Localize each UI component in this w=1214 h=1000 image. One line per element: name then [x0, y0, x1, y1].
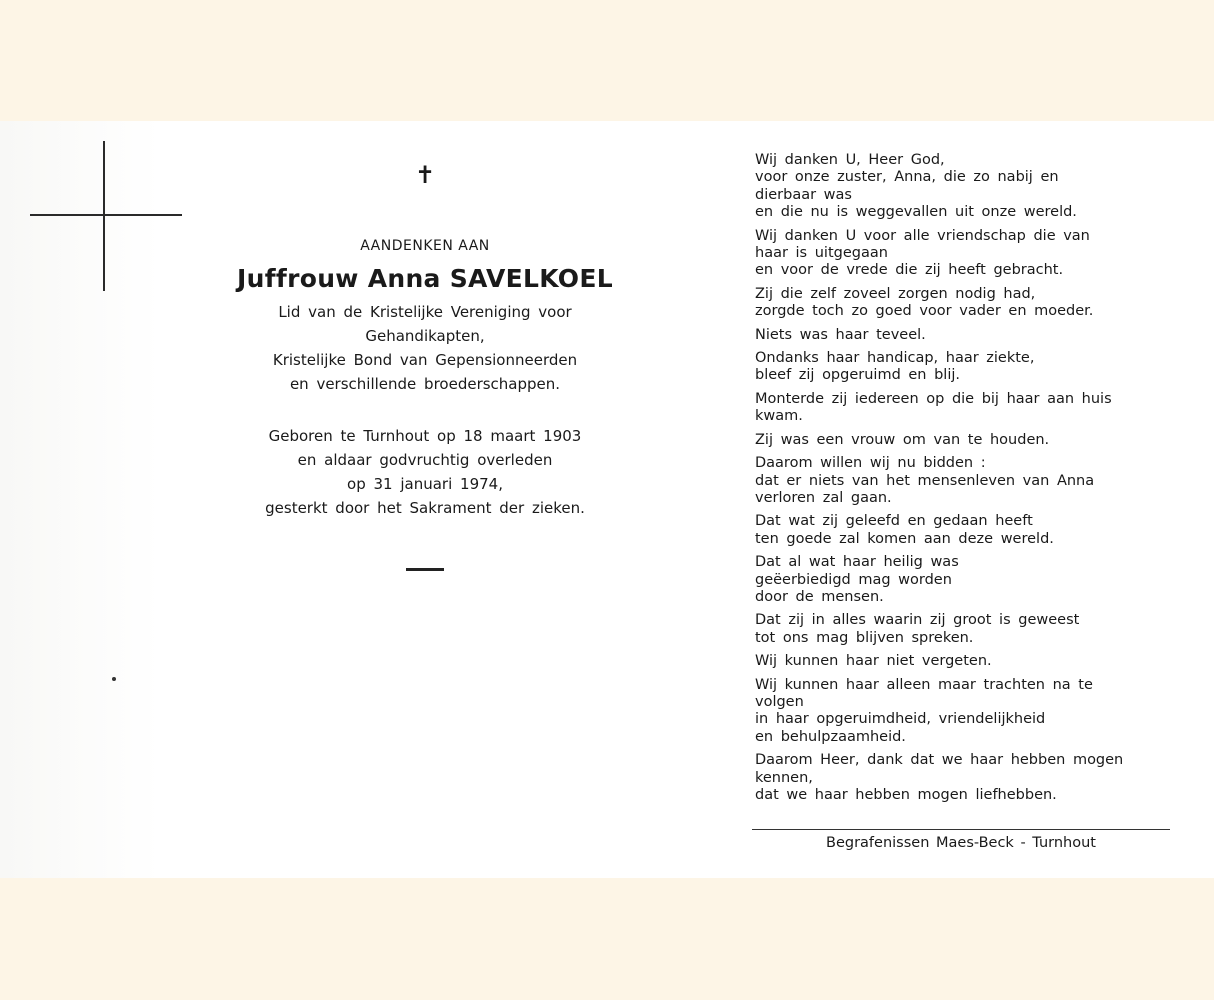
prayer-line: dat we haar hebben mogen liefhebben. [755, 787, 1057, 803]
prayer-verse [755, 554, 1175, 606]
prayer-line: Dat zij in alles waarin zij groot is geweest [755, 612, 1080, 629]
prayer-line: Daarom Heer, dank dat we haar hebben mogen [755, 752, 1124, 769]
remembrance-heading: AANDENKEN AAN [360, 238, 490, 254]
prayer-line: kennen, [755, 769, 813, 786]
prayer-line: dat er niets van het mensenleven van Anna [755, 472, 1095, 489]
birth-death-line: Geboren te Turnhout op 18 maart 1903 [268, 427, 582, 445]
left-panel [215, 160, 635, 571]
prayer-line: verloren zal gaan. [755, 489, 892, 506]
prayer-line: kwam. [755, 408, 803, 425]
ornament-dash [406, 568, 444, 571]
cross-icon: ✝ [414, 161, 436, 189]
birth-death-line: en aldaar godvruchtig overleden [297, 451, 553, 469]
prayer-verse [755, 327, 1175, 344]
affiliation-line: Lid van de Kristelijke Vereniging voor [278, 303, 572, 321]
prayer-line: door de mensen. [755, 588, 884, 605]
prayer-line: Niets was haar teveel. [755, 326, 926, 343]
prayer-line: Monterde zij iedereen op die bij haar aan huis [755, 390, 1112, 407]
prayer-line: Wij kunnen haar niet vergeten. [755, 653, 992, 670]
prayer-verse [755, 228, 1175, 280]
large-cross-vertical [103, 141, 105, 291]
prayer-line: ten goede zal komen aan deze wereld. [755, 530, 1054, 547]
prayer-verse [755, 152, 1175, 222]
large-cross-horizontal [30, 214, 182, 216]
prayer-verse [755, 350, 1175, 385]
prayer-line: Wij danken U voor alle vriendschap die van [755, 227, 1090, 244]
affiliation-line: Kristelijke Bond van Gepensionneerden [272, 351, 578, 369]
undertaker-credit: Begrafenissen Maes-Beck - Turnhout [826, 835, 1096, 851]
birth-death-info [215, 424, 635, 520]
prayer-line: en voor de vrede die zij heeft gebracht. [755, 262, 1064, 279]
prayer-line: Zij was een vrouw om van te houden. [755, 431, 1050, 448]
prayer-verse [755, 391, 1175, 426]
birth-death-line: gesterkt door het Sakrament der zieken. [265, 499, 585, 517]
prayer-line: geëerbiedigd mag worden [755, 571, 952, 588]
card-shade [0, 121, 160, 878]
prayer-line: Daarom willen wij nu bidden : [755, 455, 986, 472]
prayer-line: in haar opgeruimdheid, vriendelijkheid [755, 711, 1046, 728]
prayer-line: en die nu is weggevallen uit onze wereld. [755, 204, 1077, 221]
prayer-line: tot ons mag blijven spreken. [755, 629, 974, 646]
prayer-line: zorgde toch zo goed voor vader en moeder. [755, 303, 1094, 320]
prayer-line: dierbaar was [755, 186, 852, 203]
prayer-verse [755, 677, 1175, 747]
prayer-line: Dat al wat haar heilig was [755, 554, 959, 571]
deceased-name: Juffrouw Anna SAVELKOEL [237, 264, 613, 293]
prayer-line: en behulpzaamheid. [755, 728, 906, 745]
prayer-verse [755, 455, 1175, 507]
prayer-verse [755, 513, 1175, 548]
prayer-verse [755, 432, 1175, 449]
prayer-verse [755, 612, 1175, 647]
prayer-text [755, 152, 1175, 810]
prayer-line: Dat wat zij geleefd en gedaan heeft [755, 513, 1033, 530]
affiliations [215, 300, 635, 396]
prayer-line: Wij danken U, Heer God, [755, 152, 945, 168]
footer-rule [752, 829, 1170, 830]
prayer-line: Ondanks haar handicap, haar ziekte, [755, 350, 1035, 367]
birth-death-line: op 31 januari 1974, [347, 475, 503, 493]
prayer-line: bleef zij opgeruimd en blij. [755, 367, 961, 384]
affiliation-line: Gehandikapten, [365, 327, 485, 345]
prayer-line: haar is uitgegaan [755, 245, 888, 262]
prayer-line: voor onze zuster, Anna, die zo nabij en [755, 169, 1059, 186]
prayer-line: Wij kunnen haar alleen maar trachten na te [755, 676, 1093, 693]
prayer-line: Zij die zelf zoveel zorgen nodig had, [755, 285, 1036, 302]
prayer-verse [755, 752, 1175, 804]
ink-speck [112, 677, 116, 681]
affiliation-line: en verschillende broederschappen. [289, 375, 561, 393]
prayer-verse [755, 653, 1175, 670]
prayer-line: volgen [755, 693, 804, 710]
prayer-verse [755, 286, 1175, 321]
